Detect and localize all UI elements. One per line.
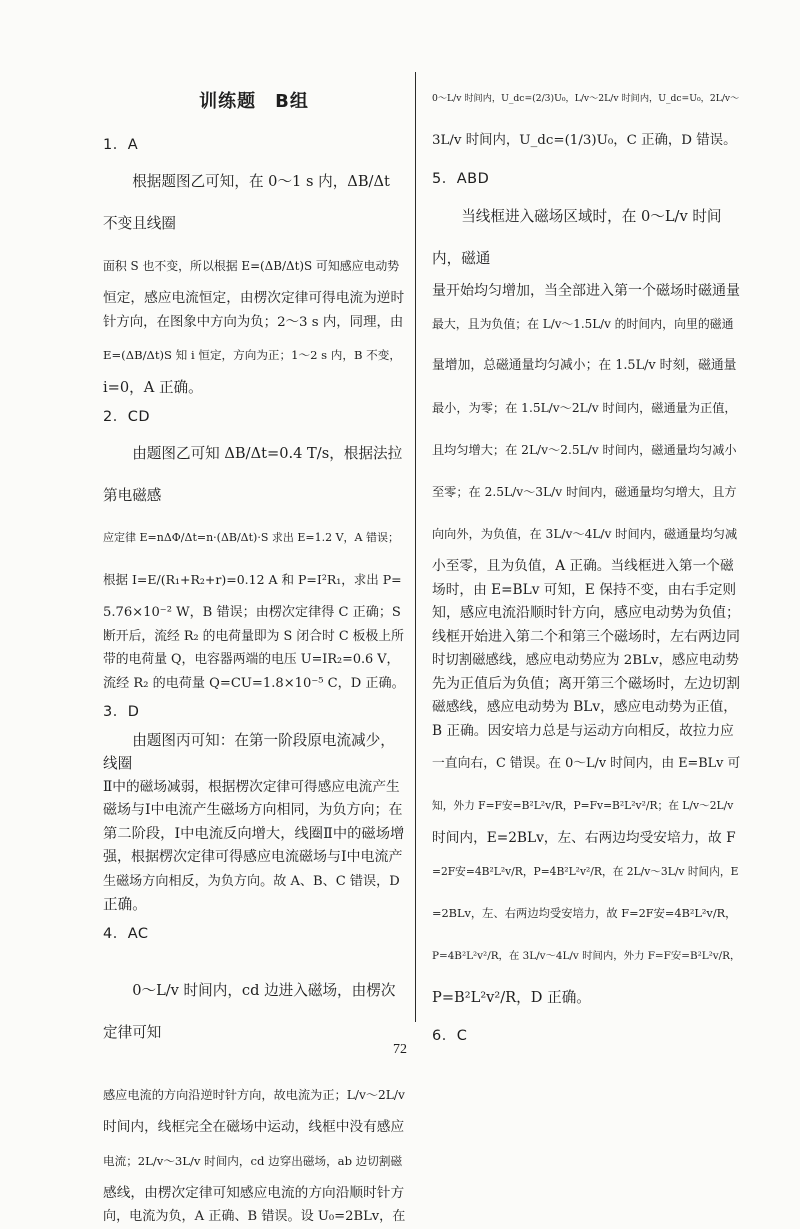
answer-3-line: 正确。 (103, 896, 147, 913)
answer-2-line: 5.76×10⁻² W，B 错误；由楞次定律得 C 正确；S (103, 605, 401, 620)
answer-5-line: 最大，且为负值；在 L/v～1.5L/v 的时间内，向里的磁通 (432, 317, 734, 331)
answer-5-line: 当线框进入磁场区域时，在 0～L/v 时间内，磁通 (432, 207, 722, 267)
answer-3-line: 磁场与Ⅰ中电流产生磁场方向相同，为负方向；在 (103, 802, 403, 818)
answer-3-line: 第二阶段，Ⅰ中电流反向增大，线圈Ⅱ中的磁场增 (103, 825, 405, 842)
answer-2-line: 由题图乙可知 ΔB/Δt=0.4 T/s，根据法拉第电磁感 (103, 445, 403, 504)
answer-1-line: 根据题图乙可知，在 0～1 s 内，ΔB/Δt 不变且线圈 (103, 173, 390, 232)
answer-1-line: 恒定，感应电流恒定，由楞次定律可得电流为逆时 (103, 290, 405, 306)
answer-4-number: 4．AC (103, 925, 149, 942)
answer-4-line: 0～L/v 时间内，cd 边进入磁场，由楞次定律可知 (103, 982, 396, 1041)
answer-5-line: 时间内，E=2BLv，左、右两边均受安培力，故 F (432, 830, 736, 846)
answer-2-line: 应定律 E=nΔΦ/Δt=n·(ΔB/Δt)·S 求出 E=1.2 V，A 错误； (103, 531, 399, 544)
answer-1-line: i=0，A 正确。 (103, 379, 203, 396)
answer-6-number: 6．C (432, 1027, 468, 1044)
answer-1-line: E=(ΔB/Δt)S 知 i 恒定，方向为正；1～2 s 内，B 不变， (103, 348, 401, 362)
answer-5-line: 最小，为零；在 1.5L/v～2L/v 时间内，磁通量为正值， (432, 401, 737, 415)
answer-5-line: 量开始均匀增加，当全部进入第一个磁场时磁通量 (432, 282, 740, 299)
answer-1-line: 针方向，在图象中方向为负；2～3 s 内，同理，由 (103, 314, 404, 330)
column-divider (415, 72, 416, 1022)
answer-5-line: 知，感应电流沿顺时针方向，感应电动势为负值； (432, 605, 740, 621)
section-heading: 训练题 B组 (199, 91, 309, 112)
answer-5-line: P=4B²L²v²/R，在 3L/v～4L/v 时间内，外力 F=F安=B²L²v/R， (432, 949, 741, 962)
answer-4-line: 时间内，线框完全在磁场中运动，线框中没有感应 (103, 1119, 405, 1135)
answer-5-line: 至零；在 2.5L/v～3L/v 时间内，磁通量均匀增大，且方 (432, 485, 737, 499)
answer-5-line: B 正确。因安培力总是与运动方向相反，故拉力应 (432, 722, 734, 739)
answer-5-line: 先为正值后为负值；离开第三个磁场时，左边切割 (432, 675, 740, 692)
answer-5-line: 时切割磁感线，感应电动势应为 2BLv，感应电动势 (432, 653, 739, 668)
answer-5-line: 知，外力 F=F安=B²L²v/R，P=Fv=B²L²v²/R；在 L/v～2L/v (432, 799, 734, 812)
answer-5-line: 场时，由 E=BLv 可知，E 保持不变，由右手定则 (432, 581, 737, 598)
answer-5-line: 磁感线，感应电动势为 BLv，感应电动势为正值， (432, 699, 737, 715)
right-column (432, 78, 740, 1052)
answer-5-line: =2F安=4B²L²v/R，P=4B²L²v²/R，在 2L/v～3L/v 时间内，E (432, 864, 739, 878)
answer-5-line: 量增加，总磁通量均匀减小；在 1.5L/v 时刻，磁通量 (432, 358, 737, 373)
answer-5-line: 向向外，为负值，在 3L/v～4L/v 时间内，磁通量均匀减 (432, 527, 738, 541)
answer-2-line: 带的电荷量 Q，电容器两端的电压 U=IR₂=0.6 V， (103, 652, 400, 667)
answer-4-line: 向，电流为负，A 正确、B 错误。设 U₀=2BLv，在 (103, 1209, 406, 1224)
answer-3-line: 强，根据楞次定律可得感应电流磁场与Ⅰ中电流产 (103, 849, 403, 865)
answer-2-line: 断开后，流经 R₂ 的电荷量即为 S 闭合时 C 板极上所 (103, 628, 404, 644)
answer-3-number: 3．D (103, 704, 140, 720)
answer-5-line: 一直向右，C 错误。在 0～L/v 时间内，由 E=BLv 可 (432, 756, 741, 771)
answer-2-line: 根据 I=E/(R₁+R₂+r)=0.12 A 和 P=I²R₁，求出 P= (103, 572, 402, 587)
answer-3-line: Ⅱ中的磁场减弱，根据楞次定律可得感应电流产生 (103, 778, 400, 795)
answer-4-cont-line: 0～L/v 时间内，U_dc=(2/3)U₀，L/v～2L/v 时间内，U_dc=U₀，2L/v～ (432, 93, 740, 104)
answer-3-line: 生磁场方向相反，为负方向。故 A、B、C 错误，D (103, 873, 400, 889)
answer-5-line: 线框开始进入第二个和第三个磁场时，左右两边同 (432, 628, 740, 645)
answer-2-line: 流经 R₂ 的电荷量 Q=CU=1.8×10⁻⁵ C，D 正确。 (103, 675, 405, 691)
answer-1-line: 面积 S 也不变，所以根据 E=(ΔB/Δt)S 可知感应电动势 (103, 259, 400, 273)
answer-5-line: =2BLv，左、右两边均受安培力，故 F=2F安=4B²L²v/R， (432, 906, 737, 920)
answer-5-number: 5．ABD (432, 171, 490, 187)
answer-4-line: 感应电流的方向沿逆时针方向，故电流为正；L/v～2L/v (103, 1088, 405, 1102)
answer-4-line: 感线，由楞次定律可知感应电流的方向沿顺时针方 (103, 1184, 405, 1201)
answer-5-line: 小至零，且为负值，A 正确。当线框进入第一个磁 (432, 558, 734, 574)
answer-4-line: 电流；2L/v～3L/v 时间内，cd 边穿出磁场，ab 边切割磁 (103, 1153, 403, 1168)
answer-4-cont-line: 3L/v 时间内，U_dc=(1/3)U₀，C 正确，D 错误。 (432, 133, 737, 148)
answer-2-number: 2．CD (103, 408, 151, 425)
page-number: 72 (393, 1042, 407, 1057)
answer-5-line: P=B²L²v²/R，D 正确。 (432, 988, 591, 1006)
answer-1-number: 1．A (103, 136, 139, 153)
answer-3-line: 由题图丙可知：在第一阶段原电流减少，线圈 (103, 731, 395, 772)
answer-5-line: 且均匀增大；在 2L/v～2.5L/v 时间内，磁通量均匀减小 (432, 443, 737, 457)
